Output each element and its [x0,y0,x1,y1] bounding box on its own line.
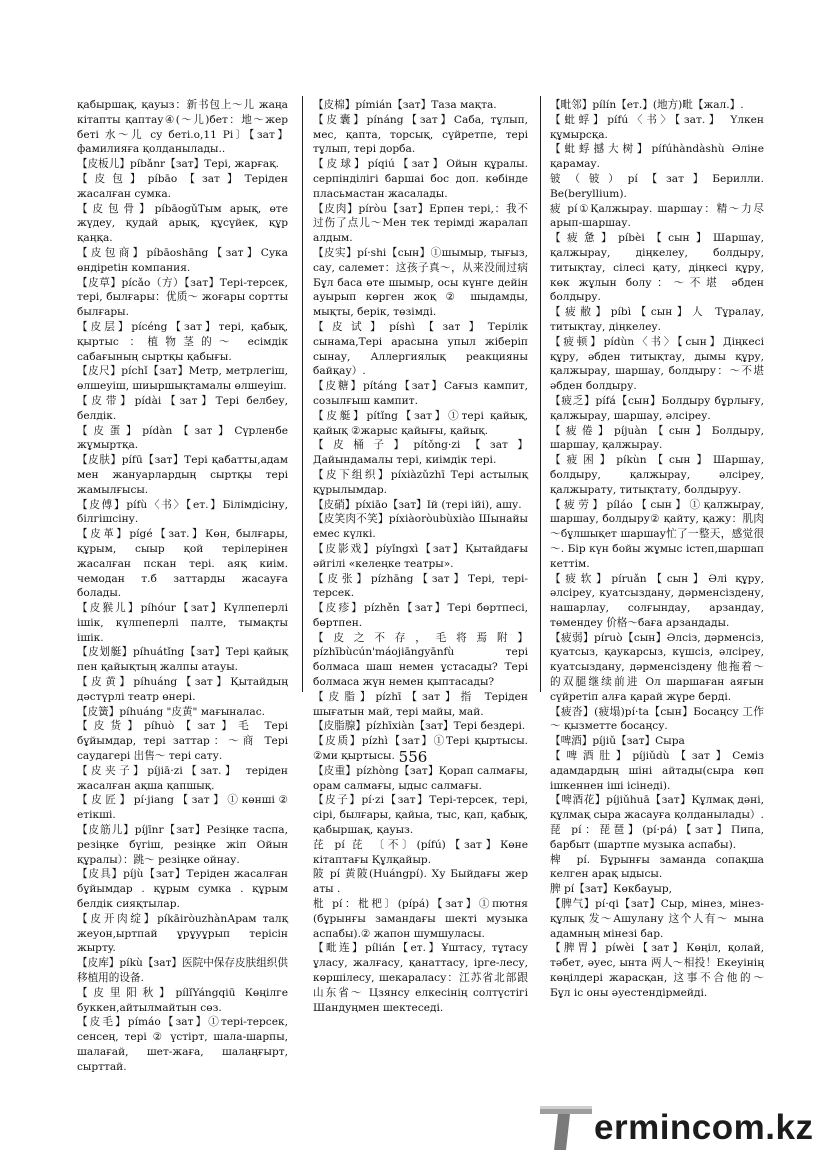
dictionary-entry: 【疲惫】píbèi【сын】Шаршау, қалжырау, діңкелеу, болдыру, титықтау, сілесі қату, діңкесі құру, көк жұлын болу：～不堪 әбден болдыру. [550,232,764,304]
dictionary-entry: 芘 pí 芘 〔不〕(pífú)【зат】Көне кітаптағы Құлқайыр. [313,838,528,866]
dictionary-entry: 【皮包】píbāo【зат】Теріден жасалған сумка. [77,172,288,200]
logo-t-mark-icon [536,1102,596,1152]
page-number: 556 [398,748,428,766]
dictionary-entry: 【毗邻】pílín【ет.】(地方)毗【жал.】. [550,99,744,111]
dictionary-entry: 【疲沓】(疲塌)pí·ta【сын】Босаңсу 工作～ қызметте босаңсу. [550,705,764,733]
dictionary-entry: 【疲顿】pídùn〈书〉【сын】Діңкесі құру, әбден титықтау, дымы құру, қалжырау, шаршау, болдыру：～不堪 әбден болдыру. [550,335,764,393]
dictionary-entry: 【皮傅】pífù〈书〉【ет.】Білімдісіну, білгішсіну. [77,498,288,526]
dictionary-entry: 【皮重】pízhòng【зат】Қорап салмағы, орам салмағы, ыдыс салмағы. [313,764,528,792]
dictionary-entry: 【啤酒】píjiǔ【зат】Сыра [550,735,685,748]
dictionary-entry: 【皮影戏】píyǐngxì【зат】Қытайдағы әйгілі «келеңке театры». [313,542,528,570]
dictionary-entry: 【毗连】pílián【ет.】Ұштасу, тұтасу ұласу, жалғасу, қанаттасу, ірге-лесу, көршілесу, шекараласу：江苏省北部跟山东省～ Цзянсу елкесінің солтүстігі Шандуңмен шектеседі. [313,942,528,1014]
dictionary-entry: 【皮匠】pí·jiang【зат】①көнші② етікші. [77,794,288,822]
dictionary-entry: 【皮糖】pítáng【зат】Сағыз кампит, созылғыш кампит. [313,380,528,407]
dictionary-entry: 【疲困】píkùn【сын】Шаршау, болдыру, қалжырау, әлсіреу, қалжырату, титықтату, болдыруу. [550,454,764,496]
column-left [77,98,288,1073]
dictionary-entry: 疲 pí①Қалжырау. шаршау：精～力尽 арып-шаршау. [550,202,764,230]
dictionary-entry: 【皮张】pízhāng【зат】Тері, тері-терсек. [313,572,528,600]
dictionary-entry: 【皮笑肉不笑】píxiàoròubùxiào Шынайы емес күлкі. [313,513,528,541]
dictionary-entry: 【皮层】pícéng【зат】тері, қабық, қыртыс ：植物茎的～ есімдік сабағының сыртқы қабығы. [77,320,288,363]
dictionary-entry: 【皮草】pícǎo（方）【зат】Тері-терсек, тері, былғары：优质～ жоғары сортты былғары. [77,276,288,319]
dictionary-entry: 椑 pí. Бұрынғы заманда сопақша келген арақ ыдысы. [550,853,764,881]
column-divider-right [540,96,541,692]
dictionary-entry: 【皮肤】pífū【зат】Тері қабатты,адам мен жануарлардың сыртқы тері жамылғысы. [77,454,288,496]
dictionary-entry: 铍（铍）pí【зат】Берилли. Be(beryllium). [550,172,764,200]
dictionary-entry: 【皮质】pízhì【зат】①Тері қыртысы. ②ми қыртысы. [313,735,528,763]
logo-text: ermincom.kz [594,1108,814,1147]
dictionary-entry: 【疲乏】pífá【сын】Болдыру бұрлығу, қалжырау, шаршау, әлсірeу. [550,394,764,422]
dictionary-entry: 枇 pí：枇杷〕(pípá)【зат】①пютня (бұрынғы замандағы шекті музыка аспабы).② жапон шумшуласы. [313,898,528,940]
dictionary-entry: 【皮货】píhuò【зат】毛 Тері бұйымдар, тері заттар：～商 Тері саудагері 出售～ тері сату. [77,720,288,763]
dictionary-entry: 【脾胃】píwèi【зат】Көңіл, қолай, тәбет, әуес, ынта 两人～相投！Екеуінің көңілдері жарасқан, 这事不合他的～ Бұл іс оны әуестендірмейді. [550,942,764,999]
dictionary-entry: 【皮囊】pínáng【зат】Саба, тұлып, мес, қапта, торсық, сүйретпе, тері тұлып, тері дорба. [313,113,528,156]
dictionary-entry: 【皮艇】pítǐng【зат】①тері қайық, қайық ②жарыс қайығы, қайық. [313,409,528,437]
dictionary-entry: 【皮肉】píròu【зат】Ерпен тері,：我不过伤了点儿～Мен тек терімді жаралап алдым. [313,202,528,245]
dictionary-entry: 【皮硝】píxiāo【зат】Ій (тері ійі), ашу. [313,498,522,511]
dictionary-entry: 【皮毛】pímáo【зат】①тері-терсек, сенсең, тері ② үстірт, шала-шарпы, шалағай, шет-жаға, шалаңғырт, сырттай. [77,1016,288,1073]
dictionary-entry: 【皮猴儿】píhóur【зат】Күлпеперлі ішік, күлпеперлі палте, тымақты ішік. [77,602,288,644]
dictionary-entry: 脾 pí【зат】Көкбауыр, [550,883,672,896]
dictionary-entry: 【疲敝】píbì【сын】人 Тұралау, титықтау, діңкелеу. [550,306,764,333]
dictionary-entry: 【皮棉】pímián【зат】Таза мақта. [313,99,497,111]
dictionary-entry: 【皮革】pígé【зат.】Көн, былғары, құрым, сыыр қой терілерінен жасалған пскан тері. аяқ киім. чемодан т.б заттарды жасауға болады. [77,528,288,600]
dictionary-entry: 【蚍蜉】pífú〈书〉【зат.】 Үлкен құмырсқа. [550,113,764,141]
dictionary-entry: 【啤酒花】píjiǔhuā【зат】Құлмақ дәні, құлмақ сыра жасауға қолданылады）. [550,794,764,822]
dictionary-entry: 【皮球】píqiú【зат】Ойын құралы. серпінділігі баршаі бос доп. көбінде пласьмастан жасалады. [313,158,528,200]
dictionary-entry: 【皮包商】píbāoshāng【зат】Сука өндірetін компания. [77,246,288,274]
dictionary-entry: 【皮筋儿】píjīnr【зат】Резіңке таспа, резіңке бүгіш, резіңке жіп Ойын құралы）：跳～ резіңке ойнау. [77,824,288,866]
dictionary-entry: 【皮实】pí·shi【сын】①шымыр, тығыз, сау, салемет：这孩子真～，从来没闹过病 Бұл баса өте шымыр, осы күнге дейін ауырып көрген жоқ ② шыдамды, мықты, берік, төзімді. [313,246,528,319]
dictionary-entry: 【皮脂】pízhī【зат】指 Теріден шығатын май, тері майы, май. [313,690,528,718]
dictionary-entry: 【疲倦】píjuàn【сын】Болдыру, шаршау, қалжырау. [550,424,764,452]
dictionary-entry: 【皮夹子】píjiā·zi【зат.】 теріден жасалған ақша қапшық. [77,764,288,792]
dictionary-entry: 【皮包骨】píbāogǔТым арық, өте жүдеу, қудай арық, құсүйек, құр қаңқа. [77,202,288,245]
dictionary-entry: 【皮子】pí·zi【зат】Тері-терсек, тері, сірі, былғары, қайыа, тыс, қап, қабық, қабыршақ, қауыз. [313,794,528,837]
dictionary-entry: 【皮下组织】píxiàzǔzhī Тері астылық құрылымдар. [313,468,528,496]
dictionary-entry: 【蚍蜉撼大树】pífúhàndàshù Әліне қарамау. [550,143,764,171]
dictionary-entry: 琵 pí：琵琶】(pí·pá)【зат】Пипа, барбыт (шартпе музыка аспабы). [550,824,764,851]
dictionary-entry: 【皮板儿】píbǎnr【зат】Тері, жарғақ. [77,158,279,171]
dictionary-entry: 【皮脂腺】pízhīxiàn【зат】Тері бездері. [313,720,526,733]
dictionary-entry: 【啤酒肚】píjiǔdù【зат】Семіз адамдардың шіні айтады(сыра көп ішкеннен іші ісінеді). [550,750,764,792]
dictionary-entry: 【皮库】píkù【зат】医院中保存皮肤组织供移植用的设备. [77,957,288,985]
column-divider-left [302,96,303,692]
dictionary-entry: 【皮具】píjù【зат】Теріден жасалған бұйымдар . құрым сумка . құрым белдік сияқтылар. [77,868,288,911]
dictionary-entry: 【皮尺】píchǐ【зат】Метр, метрлегіш, өлшеуіш, шиыршықтамалы өлшеуіш. [77,365,288,393]
dictionary-entry: 【皮之不存，毛将焉附】pízhībùcún'máojiāngyānfù тері болмаса шаш немен ұстасады? Тері болмаса жүн немен қыптасады? [313,631,528,689]
dictionary-entry: 【皮蛋】pídàn【зат】Сүрленбе жұмыртқа. [77,424,288,452]
dictionary-entry: 【皮带】pídài【зат】Тері белбеу, белдік. [77,394,288,422]
dictionary-entry: 【疲弱】píruò【сын】Әлсіз, дәрменсіз, қуатсыз, қаукарсыз, күшсіз, әлсіреу, куатсыздану, дәрменсіздену 他拖着～的双腿继续前进 Ол шаршаған аяғын сүйретіп алға қарай жүре берді. [550,631,764,703]
column-right [550,98,764,999]
dictionary-entry: 【皮试】píshì【зат】Терілік сынама,Тері арасына упыл жіберіп сынау, Аллергиялық реакцияны байқау）. [313,320,528,378]
dictionary-entry: 【皮黄】píhuáng【зат】Қытайдың дәстүрлі театр өнері. [77,676,288,703]
terminkom-logo [536,1102,814,1152]
dictionary-entry: 【皮桶子】pítǒng·zi【зат】Дайындамалы тері, киімдік тері. [313,439,528,467]
dictionary-entry: қабыршақ, қауыз：新书包上～儿 жаңа кітапты қаптау④(～儿)бет：地～жер беті 水～儿 су беті.о,11 Pi〕【зат】фамилияға қолданылады.. [77,99,288,156]
dictionary-entry: 【皮划艇】píhuátǐng【зат】Тері қайық пен қайықтың жалпы атауы. [77,646,288,674]
dictionary-entry: 【皮里阳秋】pílǐYángqiū Көңілге буккен,айтылмайтын сөз. [77,986,288,1014]
dictionary-entry: 【皮疹】pízhěn【зат】Тері бөртпесі, бөртпен. [313,602,528,629]
dictionary-entry: 【疲软】píruǎn【сын】Әлі құру, әлсіреу, куатсыздану, дәрменсіздену, нашарлау, солғындау, арзандау, төмендеу 价格～баға арзандады. [550,572,764,629]
dictionary-entry: 【脾气】pí·qi【зат】Сыр, мінез, мінез-құлық 发～Ашулану 这个人有～ мына адамның мінезі бар. [550,898,764,940]
dictionary-entry: 【疲劳】píláo【сын】①қалжырау, шаршау, болдыру② қайту, қажу：肌肉～бұлшықет шаршау忙了一整天，感觉很～. Бір күн бойы жұмыс істеп,шаршап кеттім. [550,498,764,570]
dictionary-entry: 陂 pí 黄陂(Huángpí). Ху Быйдағы жер аты . [313,868,528,896]
dictionary-entry: 【皮簧】píhuáng "皮黄" мағыналас. [77,705,266,718]
dictionary-entry: 【皮开肉绽】píkāiròuzhànАрам талқ жеуон,ыртпай ұрұуұрып терісін жыртy. [77,912,288,955]
